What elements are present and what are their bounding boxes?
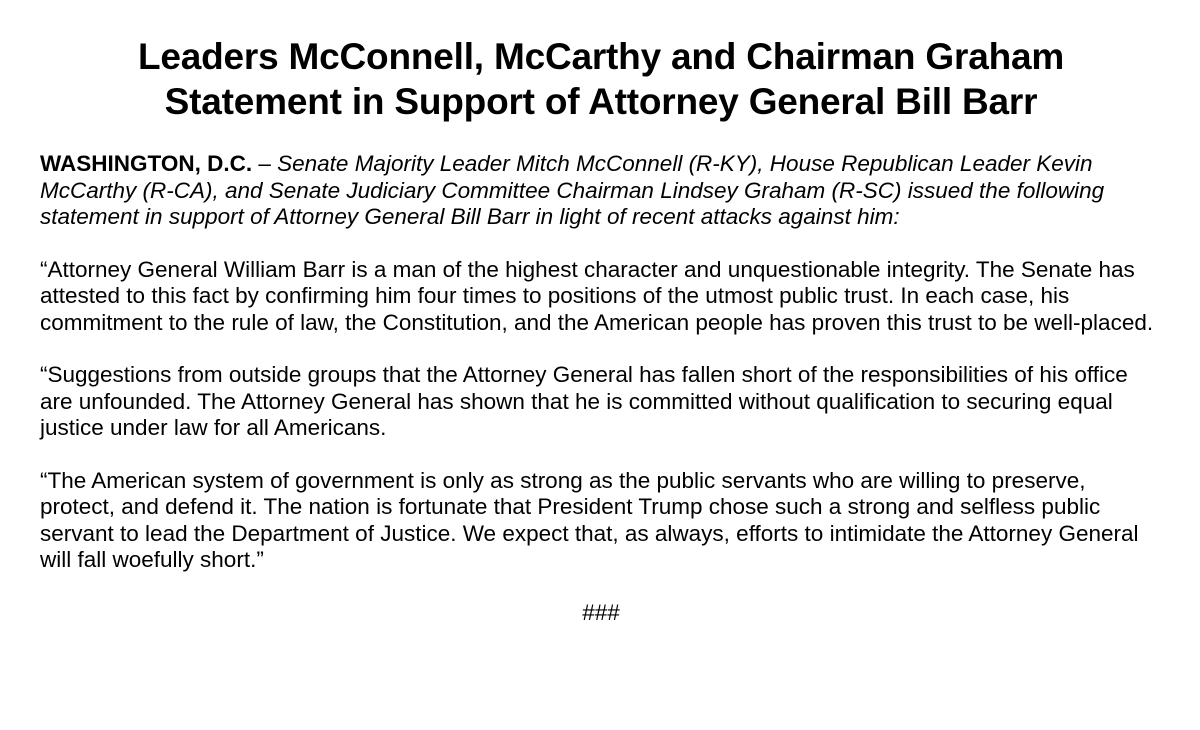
intro-paragraph: [40, 151, 1162, 231]
dateline: WASHINGTON, D.C.: [40, 151, 253, 176]
quote-paragraph-1: “Attorney General William Barr is a man of the highest character and unquestionable integrity. The Senate has attested to this fact by confirming him four times to positions of the utmost public trust. In each case, his commitment to the rule of law, the Constitution, and the American people has proven this trust to be well-placed.: [40, 256, 1154, 335]
press-release-title: [40, 0, 1162, 124]
title-line-1: Leaders McConnell, McCarthy and Chairman Graham: [137, 36, 1065, 77]
quote-paragraph-3: “The American system of government is only as strong as the public servants who are willing to preserve, protect, and defend it. The nation is fortunate that President Trump chose such a strong and selfless public servant to lead the Department of Justice. We expect that, as always, efforts to intimidate the Attorney General will fall woefully short.”: [40, 467, 1139, 572]
title-line-2: Statement in Support of Attorney General Bill Barr: [164, 81, 1038, 122]
end-mark: ###: [582, 599, 620, 625]
quote-paragraph-2: “Suggestions from outside groups that the Attorney General has fallen short of the responsibilities of his office are unfounded. The Attorney General has shown that he is committed without qualification to securing equal justice under law for all Americans.: [40, 362, 1128, 440]
press-release-body: [40, 151, 1162, 574]
intro-text: Senate Majority Leader Mitch McConnell (R-KY), House Republican Leader Kevin McCarthy (R-CA), and Senate Judiciary Committee Chairman Lindsey Graham (R-SC) issued the following statement in support of Attorney General Bill Barr in light of recent attacks against him:: [40, 151, 1105, 229]
dateline-dash: –: [252, 151, 278, 176]
